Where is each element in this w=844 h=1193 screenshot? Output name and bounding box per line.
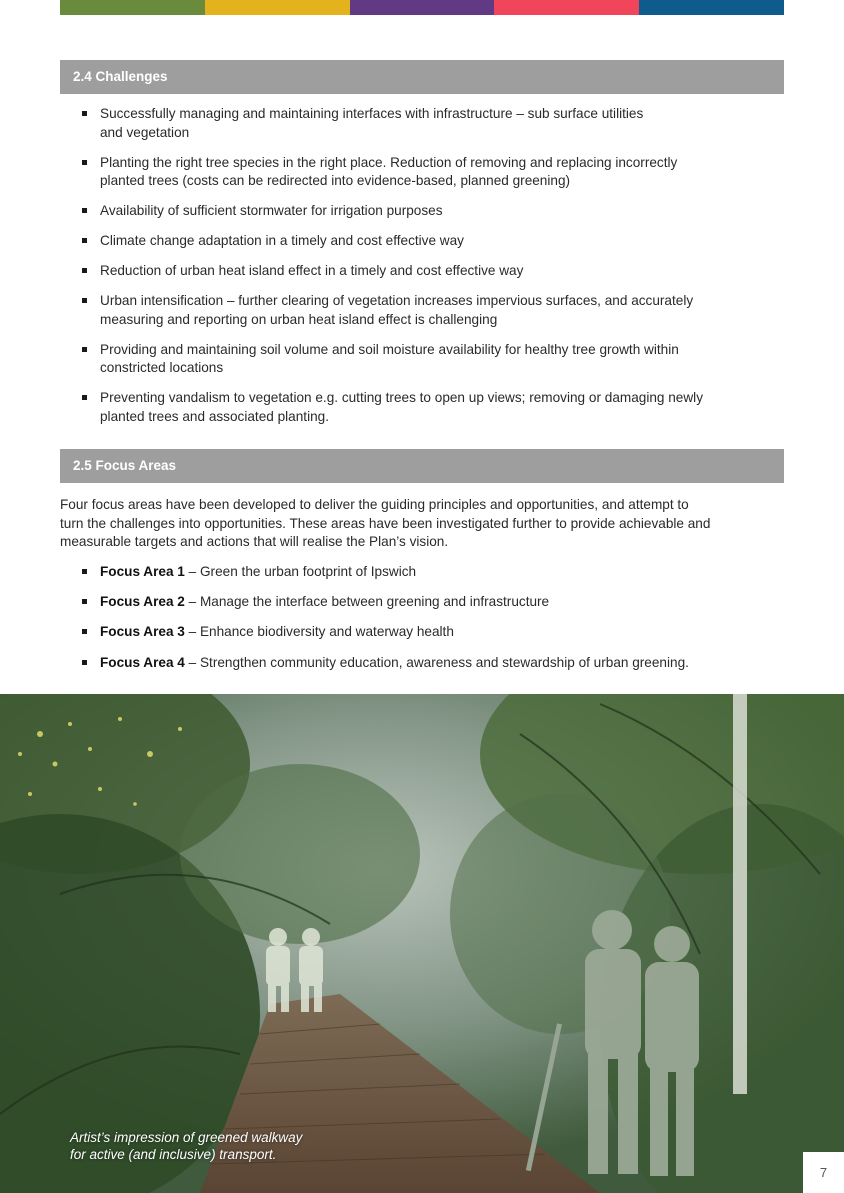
bullet-square-icon: [82, 268, 87, 273]
list-item: Focus Area 3 – Enhance biodiversity and waterway health: [80, 623, 780, 642]
bullet-square-icon: [82, 298, 87, 303]
list-item: Focus Area 2 – Manage the interface between greening and infrastructure: [80, 593, 780, 612]
color-bar-segment: [350, 0, 495, 15]
color-bar-segment: [205, 0, 350, 15]
bullet-square-icon: [82, 569, 87, 574]
walkway-illustration-graphic: [0, 694, 844, 1193]
list-item: Providing and maintaining soil volume and soil moisture availability for healthy tree growth within constricted locations: [80, 341, 780, 378]
bullet-square-icon: [82, 111, 87, 116]
list-item: Focus Area 4 – Strengthen community education, awareness and stewardship of urban greening.: [80, 654, 780, 673]
bullet-square-icon: [82, 238, 87, 243]
list-item: Availability of sufficient stormwater for irrigation purposes: [80, 202, 780, 221]
bullet-square-icon: [82, 347, 87, 352]
challenges-heading: 2.4 Challenges: [60, 60, 784, 94]
list-item: Reduction of urban heat island effect in a timely and cost effective way: [80, 262, 780, 281]
challenges-list: [80, 105, 780, 438]
list-item: Focus Area 1 – Green the urban footprint of Ipswich: [80, 563, 780, 582]
list-item: Urban intensification – further clearing of vegetation increases impervious surfaces, and accurately measuring and reporting on urban heat island effect is challenging: [80, 292, 780, 329]
focus-intro-paragraph: Four focus areas have been developed to deliver the guiding principles and opportunities, and attempt to turn the challenges into opportunities. These areas have been investigated further to provide achievable and measurable targets and actions that will realise the Plan’s vision.: [60, 497, 711, 549]
list-item: Preventing vandalism to vegetation e.g. cutting trees to open up views; removing or damaging newly planted trees and associated planting.: [80, 389, 780, 426]
focus-areas-heading: 2.5 Focus Areas: [60, 449, 784, 483]
list-item: Climate change adaptation in a timely and cost effective way: [80, 232, 780, 251]
bullet-square-icon: [82, 208, 87, 213]
bullet-square-icon: [82, 160, 87, 165]
color-bar-segment: [494, 0, 639, 15]
bullet-square-icon: [82, 599, 87, 604]
color-bar-segment: [639, 0, 784, 15]
bullet-square-icon: [82, 629, 87, 634]
bullet-square-icon: [82, 395, 87, 400]
list-item: Successfully managing and maintaining interfaces with infrastructure – sub surface utilities and vegetation: [80, 105, 780, 142]
walkway-illustration: [0, 694, 844, 1193]
color-bar-segment: [60, 0, 205, 15]
color-bar: [60, 0, 784, 15]
bullet-square-icon: [82, 660, 87, 665]
focus-areas-list: [80, 563, 780, 684]
list-item: Planting the right tree species in the right place. Reduction of removing and replacing incorrectly planted trees (costs can be redirected into evidence-based, planned greening): [80, 154, 780, 191]
illustration-caption: Artist’s impression of greened walkway for active (and inclusive) transport.: [70, 1130, 303, 1162]
page-number: 7: [803, 1152, 844, 1193]
